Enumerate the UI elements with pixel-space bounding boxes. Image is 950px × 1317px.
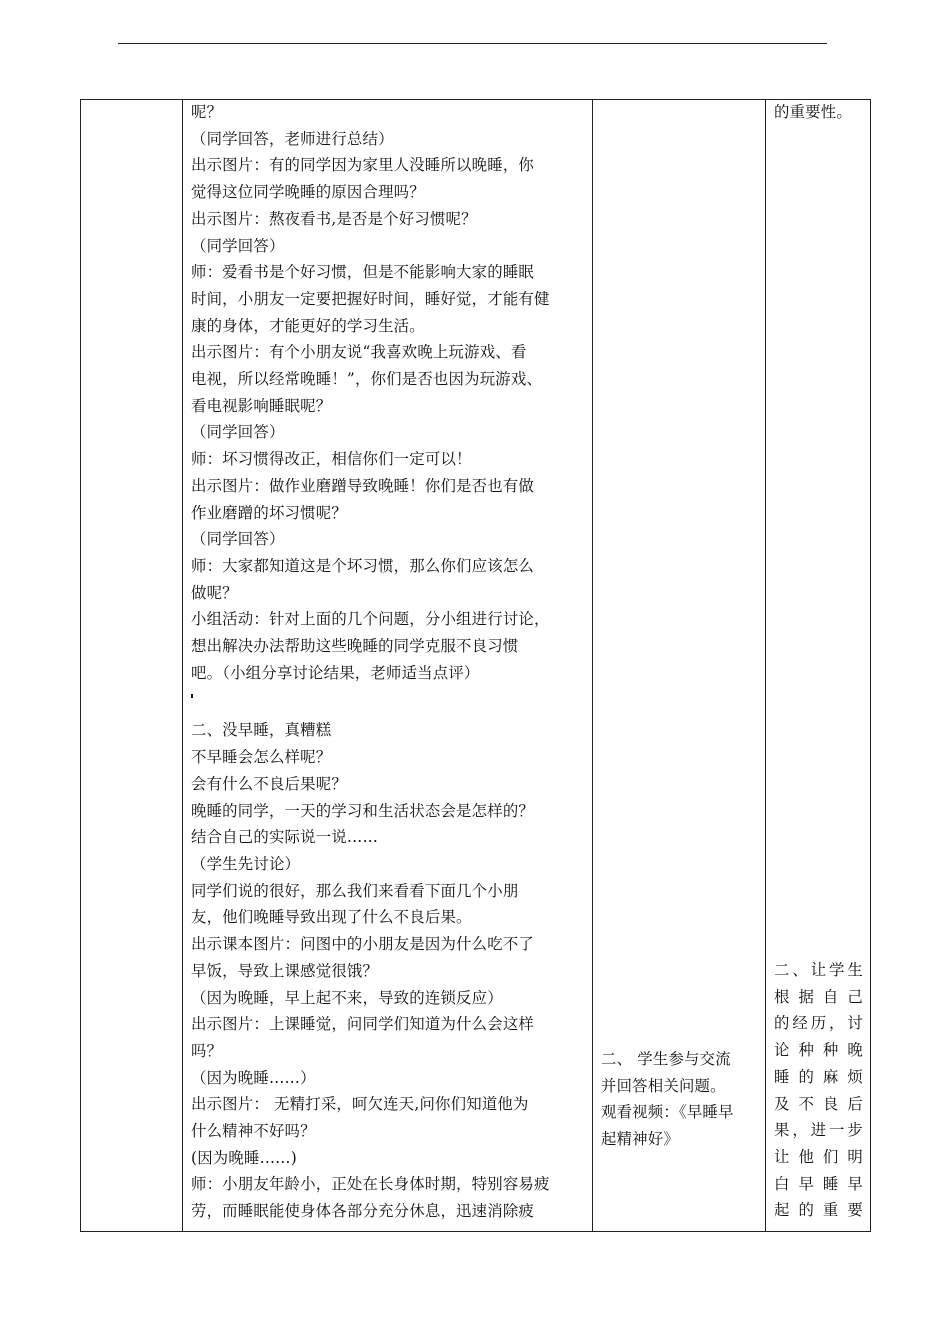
text-line: 同学们说的很好，那么我们来看看下面几个小朋 [191,881,519,900]
text-line: （同学回答，老师进行总结） [191,129,394,148]
text-line: 出示图片：有的同学因为家里人没睡所以晚睡，你 [191,156,534,175]
stray-mark [191,686,587,700]
text-line: 什么精神不好吗？ [191,1122,316,1141]
text-line: 出示图片： 无精打采，呵欠连天,问你们知道他为 [191,1095,529,1114]
text-line: 呢？ [191,103,223,121]
text-line: （同学回答） [191,236,285,255]
text-line: 二、 学生参与交流 [601,1050,731,1068]
text-line: 二、没早睡，真糟糕 [191,721,332,740]
text-line: 吧。（小组分享讨论结果，老师适当点评） [191,663,480,682]
text-line: （同学回答） [191,530,285,549]
text-line: 起的重要 [774,1201,863,1220]
text-line: 论种种晚 [774,1041,863,1060]
text-line: 师：大家都知道这是个坏习惯，那么你们应该怎么 [191,556,534,575]
design-intent-top: 的重要性。 [774,103,852,121]
text-line: 出示图片：有个小朋友说“我喜欢晚上玩游戏、看 [191,343,527,362]
column-divider-1 [182,100,183,1231]
text-line: 早饭，导致上课感觉很饿？ [191,961,379,980]
text-line: 电视，所以经常晚睡！”，你们是否也因为玩游戏、 [191,370,543,389]
text-line: （因为晚睡，早上起不来，导致的连锁反应） [191,988,503,1007]
text-line: 结合自己的实际说一说…… [191,828,379,847]
text-line: 吗？ [191,1041,223,1060]
text-line: 做呢？ [191,583,238,602]
design-intent-text [774,957,863,1224]
teaching-process-cell [189,99,591,1225]
text-line: 看电视影响睡眠呢？ [191,396,332,415]
text-line: 师：小朋友年龄小，正处在长身体时期，特别容易疲 [191,1175,550,1194]
text-line: （同学回答） [191,423,285,442]
text-line: (因为晚睡……) [191,1148,297,1167]
text-line: 二、让学生 [774,961,863,979]
teaching-process-part2 [191,717,587,1224]
text-line: 让他们明 [774,1147,863,1166]
design-intent-cell [766,100,871,1231]
student-activity-cell [593,100,765,1231]
text-line: 出示课本图片：问图中的小朋友是因为什么吃不了 [191,935,534,954]
text-line: 作业磨蹭的坏习惯呢？ [191,503,347,522]
text-line: 并回答相关问题。 [601,1076,726,1095]
text-line: 出示图片：上课睡觉，问同学们知道为什么会这样 [191,1015,534,1034]
text-line: 起精神好》 [601,1130,679,1149]
text-line: 会有什么不良后果呢？ [191,774,347,793]
text-line: 劳，而睡眠能使身体各部分充分休息，迅速消除疲 [191,1202,534,1221]
text-line: 觉得这位同学晚睡的原因合理吗？ [191,183,425,202]
text-line: 小组活动：针对上面的几个问题，分小组进行讨论， [191,610,550,629]
text-line: 想出解决办法帮助这些晚睡的同学克服不良习惯 [191,637,519,656]
header-rule [118,43,827,44]
text-line: 康的身体，才能更好的学习生活。 [191,316,425,335]
text-line: 师：爱看书是个好习惯，但是不能影响大家的睡眠 [191,263,534,282]
student-activity-text [601,1046,761,1153]
text-line: 白早睡早 [774,1174,863,1193]
text-line: 出示图片：熬夜看书,是否是个好习惯呢？ [191,209,477,228]
text-line: （学生先讨论） [191,854,301,873]
text-line: 出示图片：做作业磨蹭导致晚睡！你们是否也有做 [191,476,534,495]
text-line: 不早睡会怎么样呢？ [191,748,332,767]
stage-column-cell [81,100,182,1231]
text-line: 睡的麻烦 [774,1067,863,1086]
text-line: 友，他们晚睡导致出现了什么不良后果。 [191,908,472,927]
lesson-plan-table [80,99,871,1232]
text-line: 晚睡的同学，一天的学习和生活状态会是怎样的？ [191,801,534,820]
text-line: 果，进一步 [774,1121,863,1140]
teaching-process-part1 [191,99,587,686]
text-line: 及不良后 [774,1094,863,1113]
text-line: 师：坏习惯得改正，相信你们一定可以！ [191,450,472,469]
text-line: 的经历，讨 [774,1014,863,1033]
text-line: 时间，小朋友一定要把握好时间，睡好觉，才能有健 [191,289,550,308]
text-line: 根据自己 [774,987,863,1006]
text-line: 观看视频：《早睡早 [601,1103,734,1122]
text-line: （因为晚睡……） [191,1068,316,1087]
